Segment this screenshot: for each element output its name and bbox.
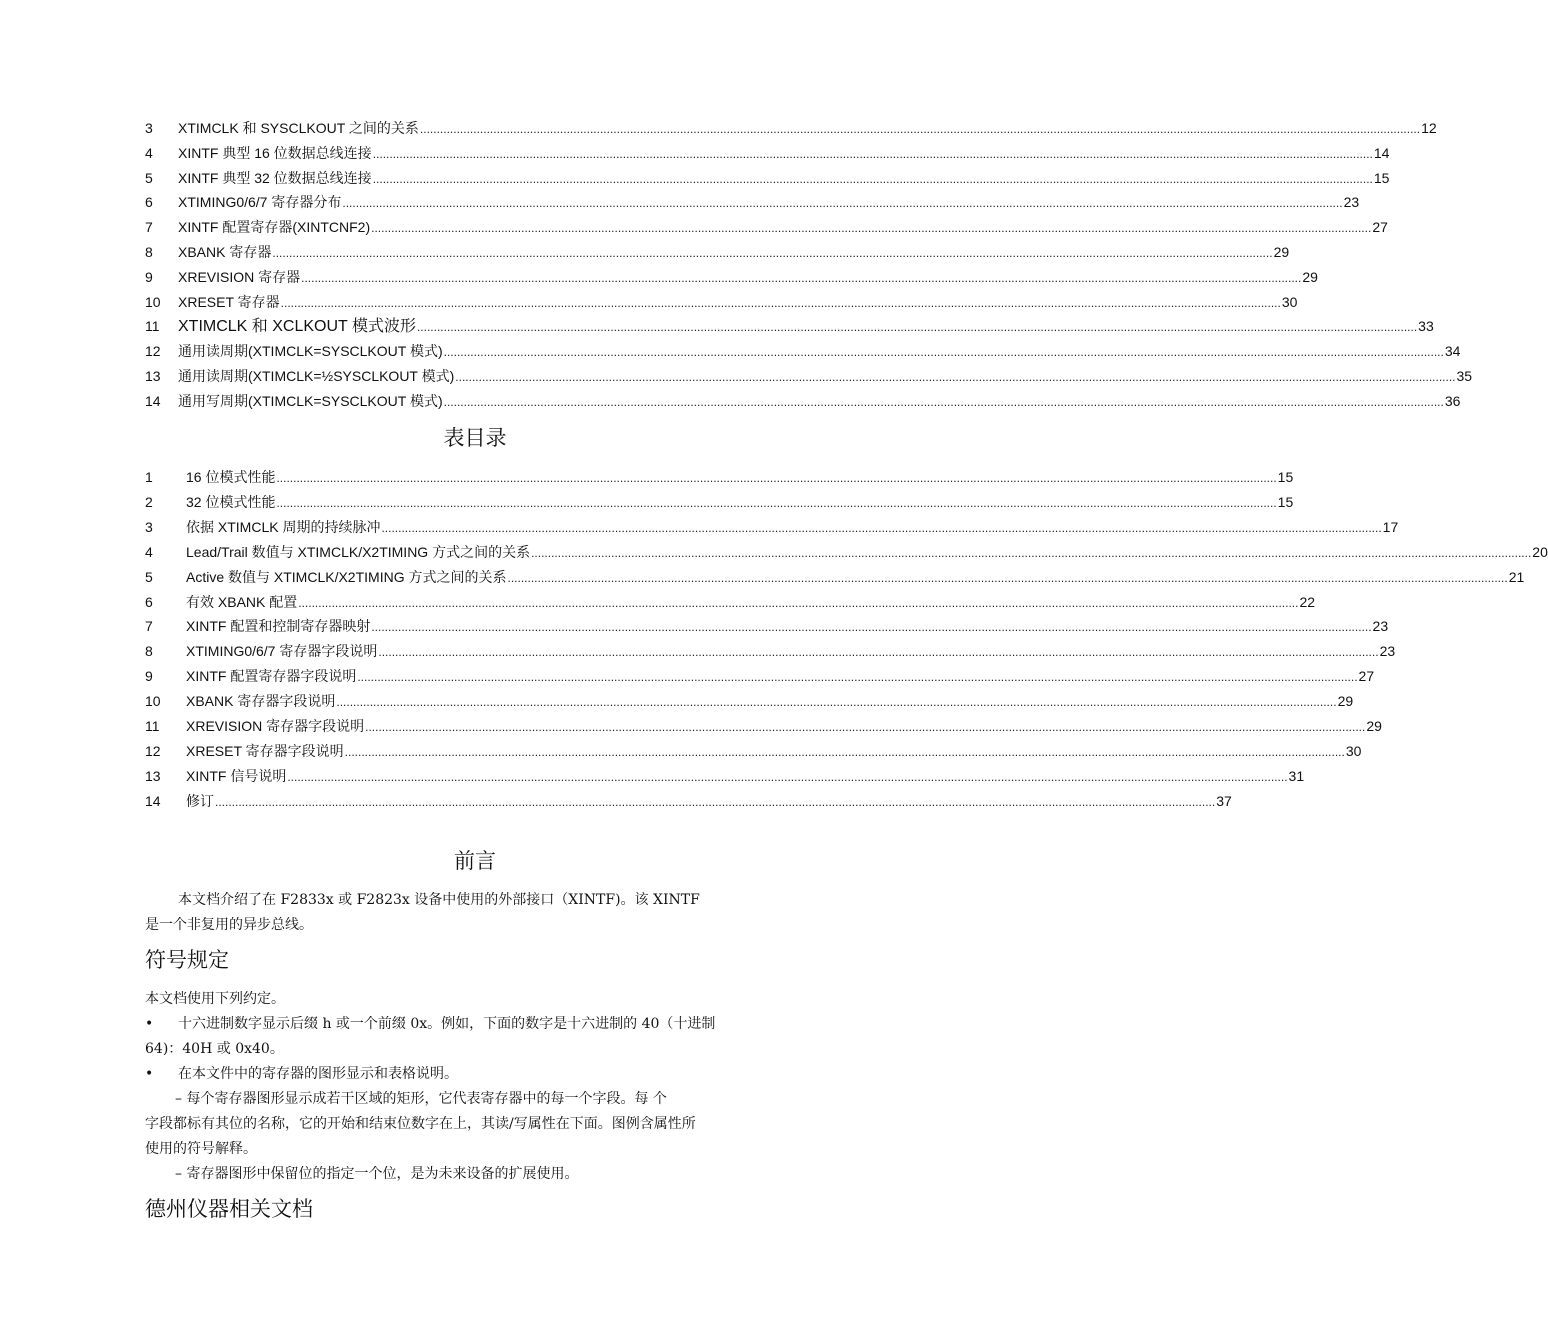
toc-row[interactable] — [145, 118, 1437, 138]
toc-number: 2 — [145, 493, 153, 510]
toc-number: 8 — [145, 643, 153, 660]
toc-title: XINTF 信号说明 — [186, 767, 287, 784]
toc-leader-dots: ............................................................................................................................................................................................................................................................................................................ — [372, 146, 1373, 161]
toc-leader-dots: ............................................................................................................................................................................................................................................................................................................ — [507, 570, 1508, 585]
toc-page-number: 33 — [1418, 318, 1434, 335]
toc-number: 5 — [145, 169, 153, 186]
toc-leader-dots: ............................................................................................................................................................................................................................................................................................................ — [344, 744, 1345, 759]
toc-leader-dots: ............................................................................................................................................................................................................................................................................................................ — [301, 270, 1302, 285]
toc-number: 4 — [145, 144, 153, 161]
toc-leader-dots: ............................................................................................................................................................................................................................................................................................................ — [280, 295, 1281, 310]
toc-leader-dots: ............................................................................................................................................................................................................................................................................................................ — [419, 122, 1421, 136]
toc-leader-dots: ............................................................................................................................................................................................................................................................................................................ — [443, 345, 1444, 360]
conventions-intro: 本文档使用下列约定。 — [145, 991, 285, 1007]
toc-title: XREVISION 寄存器 — [178, 268, 301, 285]
toc-number: 1 — [145, 469, 153, 485]
toc-title: 通用写周期(XTIMCLK=SYSCLKOUT 模式) — [178, 392, 443, 409]
toc-leader-dots: ............................................................................................................................................................................................................................................................................................................ — [443, 394, 1444, 409]
toc-title: XREVISION 寄存器字段说明 — [186, 718, 365, 734]
toc-number: 3 — [145, 120, 153, 136]
toc-page-number: 29 — [1366, 718, 1382, 734]
toc-row[interactable] — [145, 391, 1461, 411]
toc-leader-dots: ............................................................................................................................................................................................................................................................................................................ — [455, 370, 1456, 384]
toc-title: 依据 XTIMCLK 周期的持续脉冲 — [186, 518, 381, 535]
toc-title: XBANK 寄存器 — [178, 244, 272, 260]
toc-page-number: 29 — [1273, 244, 1290, 260]
toc-leader-dots: ............................................................................................................................................................................................................................................................................................................ — [416, 320, 1418, 335]
toc-number: 10 — [145, 693, 161, 710]
toc-page-number: 15 — [1277, 493, 1294, 510]
toc-number: 6 — [145, 194, 153, 211]
toc-leader-dots: ............................................................................................................................................................................................................................................................................................................ — [381, 520, 1382, 535]
register-dash-2 — [145, 1162, 810, 1187]
toc-number: 11 — [145, 718, 160, 734]
toc-page-number: 29 — [1337, 693, 1354, 710]
toc-title: XINTF 典型 16 位数据总线连接 — [178, 144, 372, 161]
toc-number: 9 — [145, 268, 153, 285]
toc-page-number: 12 — [1421, 120, 1437, 136]
toc-page-number: 15 — [1277, 469, 1294, 485]
bullet-mark: • — [145, 1016, 154, 1032]
toc-leader-dots: ............................................................................................................................................................................................................................................................................................................ — [371, 620, 1372, 635]
dash-1-line-2: 字段都标有其位的名称，它的开始和结束位数字在上，其读/写属性在下面。图例含属性所 — [145, 1116, 696, 1132]
toc-row[interactable] — [145, 292, 1298, 312]
toc-number: 14 — [145, 392, 161, 409]
toc-title: 16 位模式性能 — [186, 469, 276, 485]
register-dash-1 — [145, 1087, 810, 1162]
hex-bullet-line-2: 64)：40H 或 0x40。 — [145, 1041, 284, 1057]
toc-page-number: 35 — [1456, 368, 1473, 384]
toc-page-number: 15 — [1373, 169, 1390, 186]
toc-leader-dots: ............................................................................................................................................................................................................................................................................................................ — [298, 595, 1299, 610]
toc-page-number: 27 — [1358, 668, 1375, 685]
toc-leader-dots: ............................................................................................................................................................................................................................................................................................................ — [215, 794, 1216, 809]
toc-page-number: 36 — [1444, 392, 1461, 409]
toc-row[interactable] — [145, 467, 1294, 487]
toc-title: XRESET 寄存器字段说明 — [186, 742, 344, 759]
toc-number: 14 — [145, 792, 161, 809]
toc-row[interactable] — [145, 492, 1294, 512]
toc-title: 32 位模式性能 — [186, 493, 276, 510]
toc-page-number: 23 — [1372, 618, 1389, 635]
toc-leader-dots: ............................................................................................................................................................................................................................................................................................................ — [342, 196, 1343, 211]
toc-page-number: 23 — [1379, 643, 1396, 660]
toc-page-number: 29 — [1302, 268, 1318, 285]
toc-number: 6 — [145, 593, 153, 610]
hex-bullet — [145, 1012, 810, 1062]
toc-row[interactable] — [145, 168, 1390, 188]
toc-row[interactable] — [145, 517, 1399, 537]
preface-line-1: 本文档介绍了在 F2833x 或 F2823x 设备中使用的外部接口（XINTF)。该 XINTF — [178, 892, 700, 908]
dash-2-text: – 寄存器图形中保留位的指定一个位，是为未来设备的扩展使用。 — [175, 1166, 579, 1182]
toc-page-number: 31 — [1288, 767, 1305, 784]
toc-number: 13 — [145, 767, 161, 784]
toc-number: 12 — [145, 343, 161, 360]
toc-title: 通用读周期(XTIMCLK=½SYSCLKOUT 模式) — [178, 368, 455, 384]
toc-row[interactable] — [145, 242, 1290, 262]
toc-title: XRESET 寄存器 — [178, 293, 280, 310]
toc-number: 5 — [145, 568, 153, 585]
toc-leader-dots: ............................................................................................................................................................................................................................................................................................................ — [276, 471, 1277, 485]
toc-title: Active 数值与 XTIMCLK/X2TIMING 方式之间的关系 — [186, 568, 507, 585]
toc-page-number: 21 — [1508, 568, 1525, 585]
toc-page-number: 14 — [1373, 144, 1390, 161]
toc-leader-dots: ............................................................................................................................................................................................................................................................................................................ — [372, 171, 1373, 186]
register-bullet — [145, 1062, 810, 1087]
toc-row[interactable] — [145, 666, 1375, 686]
toc-number: 8 — [145, 244, 153, 260]
conventions-heading: 符号规定 — [145, 948, 229, 972]
toc-leader-dots: ............................................................................................................................................................................................................................................................................................................ — [531, 545, 1532, 560]
toc-leader-dots: ............................................................................................................................................................................................................................................................................................................ — [276, 495, 1277, 510]
toc-page-number: 34 — [1444, 343, 1461, 360]
toc-page-number: 27 — [1372, 219, 1388, 236]
toc-row[interactable] — [145, 217, 1388, 237]
toc-number: 3 — [145, 518, 153, 535]
toc-row[interactable] — [145, 741, 1362, 761]
toc-title: XBANK 寄存器字段说明 — [186, 693, 336, 710]
toc-number: 13 — [145, 368, 161, 384]
toc-number: 9 — [145, 668, 153, 685]
toc-row[interactable] — [145, 641, 1396, 661]
toc-title: 有效 XBANK 配置 — [186, 593, 298, 610]
toc-title: XTIMCLK 和 XCLKOUT 模式波形 — [178, 318, 416, 336]
toc-number: 11 — [145, 318, 160, 335]
toc-row[interactable] — [145, 567, 1525, 587]
preface-heading: 前言 — [454, 849, 496, 873]
toc-page-number: 22 — [1299, 593, 1316, 610]
toc-row[interactable] — [145, 691, 1354, 711]
toc-title: XTIMING0/6/7 寄存器分布 — [178, 194, 342, 211]
dash-1-line-1: – 每个寄存器图形显示成若干区域的矩形，它代表寄存器中的每一个字段。每 个 — [175, 1091, 667, 1107]
toc-page-number: 30 — [1281, 293, 1298, 310]
dash-1-line-3: 使用的符号解释。 — [145, 1141, 257, 1157]
toc-title: 修订 — [186, 792, 214, 809]
toc-title: XINTF 典型 32 位数据总线连接 — [178, 169, 372, 186]
toc-row[interactable] — [145, 316, 1434, 336]
toc-row[interactable] — [145, 716, 1382, 736]
toc-leader-dots: ............................................................................................................................................................................................................................................................................................................ — [287, 769, 1288, 784]
toc-row[interactable] — [145, 542, 1548, 562]
toc-page-number: 37 — [1216, 792, 1232, 809]
toc-row[interactable] — [145, 267, 1318, 287]
toc-number: 7 — [145, 618, 153, 635]
toc-page-number: 30 — [1345, 742, 1362, 759]
toc-row[interactable] — [145, 341, 1461, 361]
toc-row[interactable] — [145, 766, 1305, 786]
toc-number: 4 — [145, 543, 153, 560]
toc-number: 7 — [145, 219, 153, 236]
toc-row[interactable] — [145, 366, 1473, 386]
toc-row[interactable] — [145, 143, 1390, 163]
toc-leader-dots: ............................................................................................................................................................................................................................................................................................................ — [371, 221, 1372, 236]
tables-heading: 表目录 — [443, 426, 507, 450]
toc-title: 通用读周期(XTIMCLK=SYSCLKOUT 模式) — [178, 343, 443, 360]
toc-row[interactable] — [145, 791, 1232, 811]
toc-row[interactable] — [145, 616, 1389, 636]
toc-title: XINTF 配置寄存器(XINTCNF2) — [178, 219, 371, 236]
toc-row[interactable] — [145, 592, 1316, 612]
toc-page-number: 20 — [1532, 543, 1548, 560]
hex-bullet-line-1: 十六进制数字显示后缀 h 或一个前缀 0x。例如，下面的数字是十六进制的 40（十进制 — [178, 1016, 716, 1032]
toc-title: XINTF 配置和控制寄存器映射 — [186, 618, 371, 635]
toc-leader-dots: ............................................................................................................................................................................................................................................................................................................ — [336, 695, 1337, 710]
toc-row[interactable] — [145, 192, 1360, 212]
toc-title: XINTF 配置寄存器字段说明 — [186, 668, 357, 685]
toc-page-number: 23 — [1343, 194, 1360, 211]
toc-number: 12 — [145, 742, 161, 759]
preface-line-2: 是一个非复用的异步总线。 — [145, 917, 313, 933]
toc-title: XTIMING0/6/7 寄存器字段说明 — [186, 643, 378, 660]
toc-leader-dots: ............................................................................................................................................................................................................................................................................................................ — [357, 670, 1358, 685]
ti-docs-heading: 德州仪器相关文档 — [145, 1197, 313, 1221]
toc-leader-dots: ............................................................................................................................................................................................................................................................................................................ — [365, 720, 1366, 734]
register-bullet-text: 在本文件中的寄存器的图形显示和表格说明。 — [178, 1066, 458, 1082]
toc-number: 10 — [145, 293, 161, 310]
toc-leader-dots: ............................................................................................................................................................................................................................................................................................................ — [378, 645, 1379, 660]
toc-title: XTIMCLK 和 SYSCLKOUT 之间的关系 — [178, 120, 419, 136]
preface-paragraph — [145, 888, 810, 938]
toc-leader-dots: ............................................................................................................................................................................................................................................................................................................ — [272, 246, 1273, 260]
toc-title: Lead/Trail 数值与 XTIMCLK/X2TIMING 方式之间的关系 — [186, 543, 531, 560]
bullet-mark: • — [145, 1066, 154, 1082]
toc-page-number: 17 — [1382, 518, 1399, 535]
